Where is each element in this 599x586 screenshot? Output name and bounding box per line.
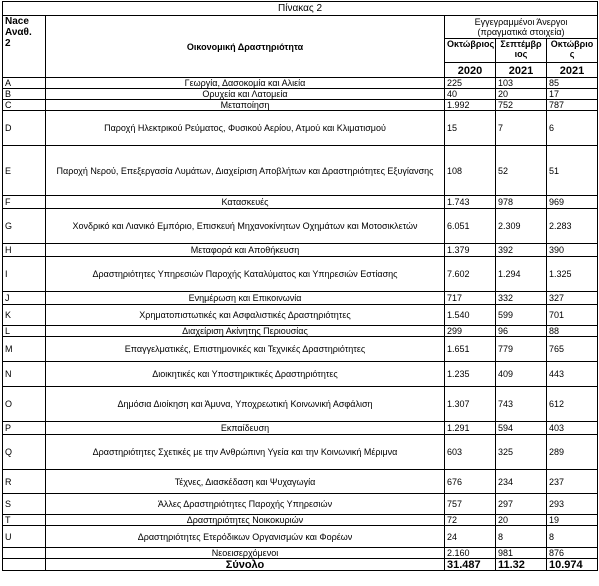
value-oct-2020-cell: 299	[445, 326, 496, 337]
activity-cell: Μεταφορά και Αποθήκευση	[46, 244, 445, 257]
nace-code-cell: D	[3, 111, 46, 146]
nace-code-cell: G	[3, 209, 46, 244]
value-sep-2021-cell: 409	[496, 362, 547, 387]
value-sep-2021-cell: 332	[496, 292, 547, 305]
value-oct-2021-cell: 51	[547, 146, 598, 196]
value-sep-2021-cell: 325	[496, 435, 547, 470]
value-sep-2021-cell: 392	[496, 244, 547, 257]
value-oct-2021-cell: 612	[547, 387, 598, 422]
value-sep-2021-cell: 7	[496, 111, 547, 146]
value-sep-2021-cell: 981	[496, 548, 547, 559]
nace-code-cell: J	[3, 292, 46, 305]
value-sep-2021-cell: 52	[496, 146, 547, 196]
table-row	[3, 362, 598, 387]
nace-code-cell: I	[3, 257, 46, 292]
table-row	[3, 326, 598, 337]
activity-cell: Διαχείριση Ακίνητης Περιουσίας	[46, 326, 445, 337]
value-sep-2021-cell: 743	[496, 387, 547, 422]
value-sep-2021-cell: 599	[496, 305, 547, 326]
value-oct-2021-cell: 701	[547, 305, 598, 326]
activity-cell: Άλλες Δραστηριότητες Παροχής Υπηρεσιών	[46, 494, 445, 515]
nace-code-cell: R	[3, 470, 46, 494]
total-sep-2021-cell: 11.32	[496, 559, 547, 571]
activity-cell: Επαγγελματικές, Επιστημονικές και Τεχνικές Δραστηριότητες	[46, 337, 445, 362]
nace-code-cell: Q	[3, 435, 46, 470]
table-row	[3, 196, 598, 209]
value-oct-2020-cell: 1.743	[445, 196, 496, 209]
year-header-3: 2021	[547, 63, 598, 78]
value-oct-2020-cell: 108	[445, 146, 496, 196]
nace-code-cell: K	[3, 305, 46, 326]
nace-code-header	[3, 16, 46, 78]
value-sep-2021-cell: 96	[496, 326, 547, 337]
registered-unemployed-header	[445, 16, 598, 39]
value-oct-2021-cell: 289	[547, 435, 598, 470]
value-oct-2021-cell: 403	[547, 422, 598, 435]
table-row	[3, 435, 598, 470]
value-oct-2020-cell: 72	[445, 515, 496, 526]
table-row	[3, 526, 598, 548]
table-row	[3, 470, 598, 494]
nace-code-cell: F	[3, 196, 46, 209]
nace-label-2: Αναθ.	[5, 27, 32, 38]
nace-code-cell: O	[3, 387, 46, 422]
value-sep-2021-cell: 234	[496, 470, 547, 494]
activity-cell: Χονδρικό και Λιανικό Εμπόριο, Επισκευή Μηχανοκίνητων Οχημάτων και Μοτοσικλετών	[46, 209, 445, 244]
value-oct-2021-cell: 293	[547, 494, 598, 515]
nace-code-cell: H	[3, 244, 46, 257]
nace-code-cell: E	[3, 146, 46, 196]
year-header-1: 2020	[445, 63, 496, 78]
value-oct-2020-cell: 15	[445, 111, 496, 146]
month-header-2: Σεπτέμβρ ιος	[496, 39, 547, 63]
value-oct-2021-cell: 85	[547, 78, 598, 89]
value-oct-2021-cell: 876	[547, 548, 598, 559]
group-label: Εγγεγραμμένοι Άνεργοι	[474, 17, 568, 27]
activity-cell: Τέχνες, Διασκέδαση και Ψυχαγωγία	[46, 470, 445, 494]
activity-cell: Νεοεισερχόμενοι	[46, 548, 445, 559]
nace-label-3: 2	[5, 38, 11, 49]
nace-code-cell: T	[3, 515, 46, 526]
value-oct-2021-cell: 6	[547, 111, 598, 146]
activity-cell: Γεωργία, Δασοκομία και Αλιεία	[46, 78, 445, 89]
value-sep-2021-cell: 594	[496, 422, 547, 435]
year-header-2: 2021	[496, 63, 547, 78]
activity-cell: Κατασκευές	[46, 196, 445, 209]
value-sep-2021-cell: 297	[496, 494, 547, 515]
value-oct-2021-cell: 88	[547, 326, 598, 337]
table-row	[3, 257, 598, 292]
group-sublabel: (πραγματικά στοιχεία)	[477, 27, 565, 37]
table-row	[3, 515, 598, 526]
total-code-cell	[3, 559, 46, 571]
total-oct-2020-cell: 31.487	[445, 559, 496, 571]
value-oct-2020-cell: 1.540	[445, 305, 496, 326]
activity-cell: Ενημέρωση και Επικοινωνία	[46, 292, 445, 305]
activity-cell: Δραστηριότητες Ετερόδικων Οργανισμών και Φορέων	[46, 526, 445, 548]
table-row	[3, 100, 598, 111]
value-sep-2021-cell: 2.309	[496, 209, 547, 244]
table-row	[3, 209, 598, 244]
activity-cell: Δραστηριότητες Σχετικές με την Ανθρώπινη Υγεία και την Κοινωνική Μέριμνα	[46, 435, 445, 470]
activity-cell: Εκπαίδευση	[46, 422, 445, 435]
table-row	[3, 89, 598, 100]
value-sep-2021-cell: 779	[496, 337, 547, 362]
value-sep-2021-cell: 8	[496, 526, 547, 548]
activity-cell: Ορυχεία και Λατομεία	[46, 89, 445, 100]
month-header-1: Οκτώβριος	[445, 39, 496, 63]
value-oct-2020-cell: 7.602	[445, 257, 496, 292]
value-oct-2020-cell: 24	[445, 526, 496, 548]
table-row	[3, 548, 598, 559]
nace-code-cell: A	[3, 78, 46, 89]
value-oct-2020-cell: 1.235	[445, 362, 496, 387]
activity-cell: Χρηματοπιστωτικές και Ασφαλιστικές Δραστηριότητες	[46, 305, 445, 326]
value-oct-2021-cell: 19	[547, 515, 598, 526]
table-row	[3, 78, 598, 89]
value-sep-2021-cell: 978	[496, 196, 547, 209]
activity-cell: Δημόσια Διοίκηση και Άμυνα, Υποχρεωτική Κοινωνική Ασφάλιση	[46, 387, 445, 422]
value-oct-2020-cell: 2.160	[445, 548, 496, 559]
value-sep-2021-cell: 103	[496, 78, 547, 89]
table-row	[3, 146, 598, 196]
value-sep-2021-cell: 20	[496, 515, 547, 526]
activity-cell: Παροχή Ηλεκτρικού Ρεύματος, Φυσικού Αερίου, Ατμού και Κλιματισμού	[46, 111, 445, 146]
value-oct-2020-cell: 40	[445, 89, 496, 100]
nace-code-cell: N	[3, 362, 46, 387]
value-oct-2021-cell: 969	[547, 196, 598, 209]
nace-label: Nace	[5, 16, 29, 27]
value-oct-2020-cell: 1.379	[445, 244, 496, 257]
table-row	[3, 494, 598, 515]
table-row	[3, 111, 598, 146]
value-oct-2021-cell: 443	[547, 362, 598, 387]
value-oct-2021-cell: 1.325	[547, 257, 598, 292]
value-oct-2020-cell: 1.992	[445, 100, 496, 111]
value-oct-2020-cell: 1.651	[445, 337, 496, 362]
value-oct-2020-cell: 757	[445, 494, 496, 515]
value-oct-2021-cell: 765	[547, 337, 598, 362]
value-oct-2020-cell: 1.307	[445, 387, 496, 422]
value-oct-2021-cell: 787	[547, 100, 598, 111]
nace-code-cell: B	[3, 89, 46, 100]
nace-code-cell: C	[3, 100, 46, 111]
table-title: Πίνακας 2	[3, 2, 598, 16]
total-oct-2021-cell: 10.974	[547, 559, 598, 571]
nace-code-cell: L	[3, 326, 46, 337]
nace-code-cell: U	[3, 526, 46, 548]
activity-header: Οικονομική Δραστηριότητα	[46, 16, 445, 78]
value-oct-2020-cell: 603	[445, 435, 496, 470]
table-row	[3, 422, 598, 435]
value-oct-2021-cell: 327	[547, 292, 598, 305]
activity-cell: Διοικητικές και Υποστηρικτικές Δραστηριότητες	[46, 362, 445, 387]
value-oct-2021-cell: 237	[547, 470, 598, 494]
value-oct-2020-cell: 225	[445, 78, 496, 89]
value-oct-2021-cell: 2.283	[547, 209, 598, 244]
nace-code-cell: S	[3, 494, 46, 515]
nace-code-cell: P	[3, 422, 46, 435]
table-row	[3, 387, 598, 422]
table-row	[3, 337, 598, 362]
value-oct-2021-cell: 8	[547, 526, 598, 548]
table-row	[3, 292, 598, 305]
value-oct-2021-cell: 17	[547, 89, 598, 100]
value-oct-2020-cell: 676	[445, 470, 496, 494]
activity-cell: Παροχή Νερού, Επεξεργασία Λυμάτων, Διαχείριση Αποβλήτων και Δραστηριότητες Εξυγίανσης	[46, 146, 445, 196]
total-row	[3, 559, 598, 571]
unemployment-table	[2, 1, 598, 571]
activity-cell: Δραστηριότητες Νοικοκυριών	[46, 515, 445, 526]
value-oct-2020-cell: 717	[445, 292, 496, 305]
activity-cell: Μεταποίηση	[46, 100, 445, 111]
month-header-3: Οκτώβριο ς	[547, 39, 598, 63]
table-row	[3, 244, 598, 257]
value-oct-2020-cell: 1.291	[445, 422, 496, 435]
nace-code-cell: M	[3, 337, 46, 362]
nace-code-cell	[3, 548, 46, 559]
activity-cell: Δραστηριότητες Υπηρεσιών Παροχής Καταλύματος και Υπηρεσιών Εστίασης	[46, 257, 445, 292]
table-row	[3, 305, 598, 326]
total-label-cell: Σύνολο	[46, 559, 445, 571]
value-oct-2020-cell: 6.051	[445, 209, 496, 244]
value-sep-2021-cell: 752	[496, 100, 547, 111]
value-oct-2021-cell: 390	[547, 244, 598, 257]
value-sep-2021-cell: 1.294	[496, 257, 547, 292]
value-sep-2021-cell: 20	[496, 89, 547, 100]
